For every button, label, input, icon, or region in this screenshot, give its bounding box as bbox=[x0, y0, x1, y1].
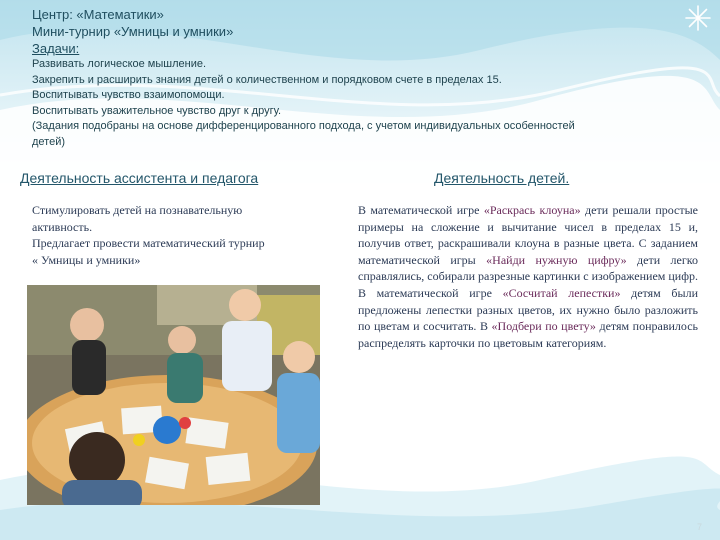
page-number: 7 bbox=[696, 522, 702, 532]
text-segment: В математической игре bbox=[358, 203, 484, 217]
center-title: Центр: «Математики» bbox=[32, 7, 164, 22]
task-item: детей) bbox=[32, 135, 66, 148]
children-activity-text bbox=[358, 202, 698, 351]
task-item: Воспитывать уважительное чувство друг к другу. bbox=[32, 104, 282, 117]
game-name-raskras-klouna: «Раскрась клоуна» bbox=[483, 203, 581, 217]
text-line: активность. bbox=[32, 219, 93, 234]
task-item: Воспитывать чувство взаимопомощи. bbox=[32, 89, 225, 101]
text-segment: дети легко справлялись, собирали разрезные картинки с изображением цифр. В математической игре bbox=[358, 252, 698, 300]
text-segment: детям понравилось распределять карточки по цветовым категориям. bbox=[358, 319, 698, 350]
text-line: Предлагает провести математический турнир bbox=[32, 236, 265, 250]
children-photo bbox=[27, 285, 320, 505]
children-activity-heading: Деятельность детей. bbox=[434, 170, 570, 186]
assistant-activity-text bbox=[32, 202, 322, 268]
tournament-title: Мини-турнир «Умницы и умники» bbox=[32, 24, 234, 39]
task-item: (Задания подобраны на основе дифференцированного подхода, с учетом индивидуальных особенностей bbox=[32, 120, 575, 132]
game-name-podberi-po-tsvetu: «Подбери по цвету» bbox=[491, 319, 596, 334]
task-item: Закрепить и расширить знания детей о количественном и порядковом счете в пределах 15. bbox=[32, 73, 502, 86]
text-line: « Умницы и умники» bbox=[32, 252, 141, 267]
assistant-activity-heading: Деятельность ассистента и педагога bbox=[20, 170, 259, 186]
game-name-naidi-tsifru: «Найди нужную цифру» bbox=[486, 252, 627, 267]
text-segment: детям были предложены лепестки разных цветов, их нужно было разложить по цветам и сосчитать. В bbox=[358, 285, 699, 334]
task-item: Развивать логическое мышление. bbox=[32, 58, 207, 70]
game-name-sosschitai-lepestki: «Сосчитай лепестки» bbox=[502, 285, 621, 300]
text-segment: дети решали простые примеры на сложение и вычитание чисел в пределах 15 и, получив ответ, раскрашивали клоуна в разные цвета. С заданием математической игры bbox=[358, 203, 699, 267]
slide-header bbox=[32, 6, 692, 150]
tasks-label: Задачи: bbox=[32, 41, 80, 56]
text-line: Стимулировать детей на познавательную bbox=[32, 203, 243, 217]
